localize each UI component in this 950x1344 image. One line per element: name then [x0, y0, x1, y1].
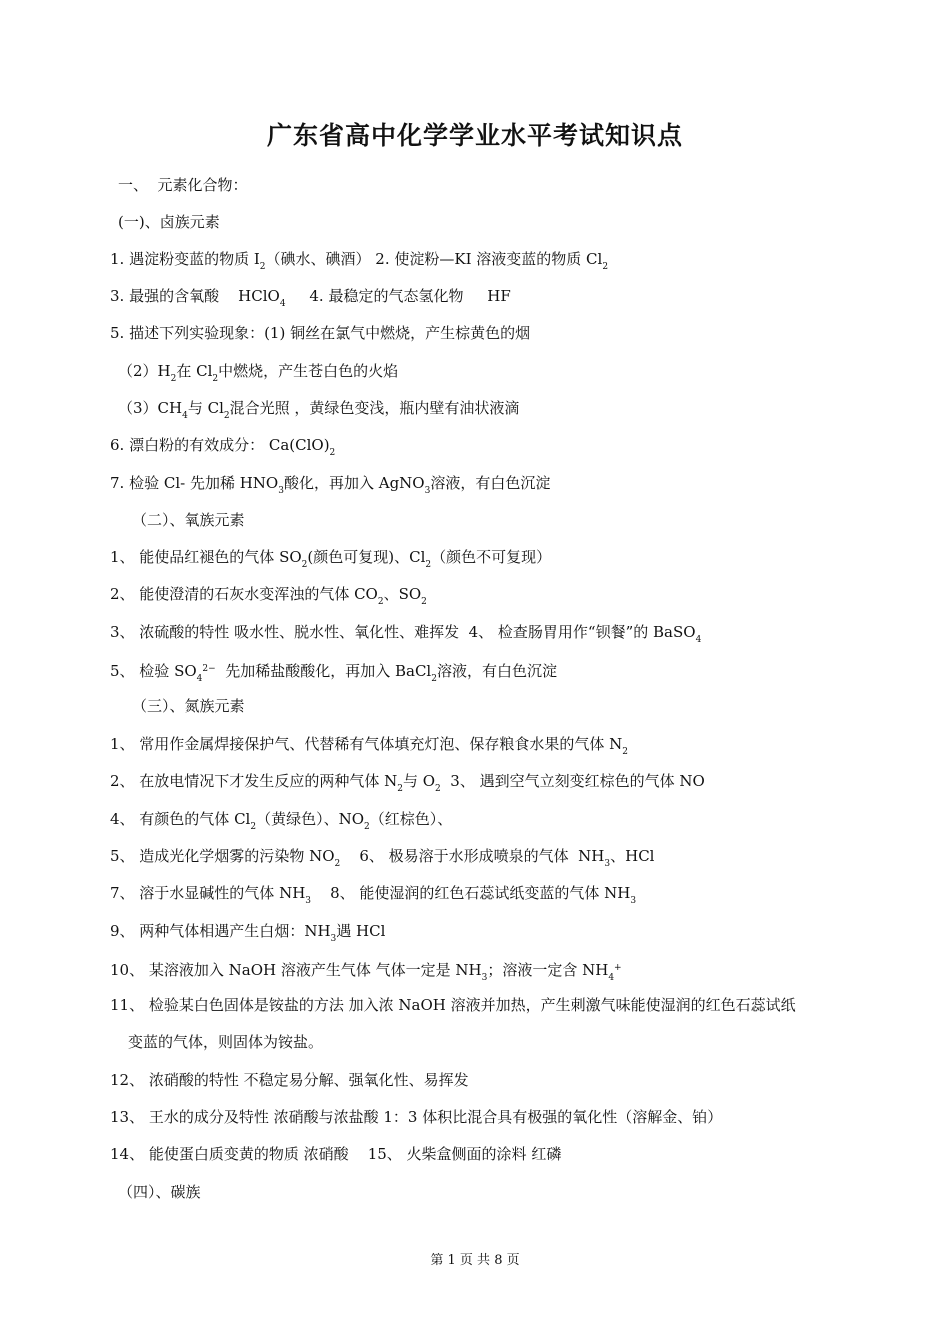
text-segment: 7、 溶于水显碱性的气体 NH [110, 884, 306, 902]
text-segment: 、SO [383, 585, 422, 603]
text-segment: （2）H [118, 362, 171, 380]
text-segment: 7. 检验 Cl- 先加稀 HNO [110, 474, 279, 492]
subscript: 2 [212, 374, 219, 384]
subscript: 2 [329, 448, 336, 458]
text-segment: 3、 遇到空气立刻变红棕色的气体 NO [440, 772, 705, 790]
subscript: 2 [223, 411, 230, 421]
line-22 [110, 958, 622, 988]
text-segment: （二）、氧族元素 [132, 511, 245, 529]
subscript: 2 [377, 597, 384, 607]
text-segment: （颜色不可复现） [431, 548, 552, 566]
text-segment: 与 O [402, 772, 436, 790]
text-segment: 溶液，有白色沉淀 [436, 662, 557, 680]
text-segment: （四）、碳族 [118, 1183, 201, 1201]
subscript: 3 [630, 896, 637, 906]
text-segment: 12、 浓硝酸的特性 不稳定易分解、强氧化性、易挥发 [110, 1071, 469, 1089]
line-15 [132, 696, 245, 716]
subscript: 2 [421, 597, 427, 607]
subscript: 4 [695, 635, 702, 645]
line-10 [132, 510, 245, 530]
text-segment: 1、 常用作金属焊接保护气、代替稀有气体填充灯泡、保存粮食水果的气体 N [110, 735, 623, 753]
superscript: 2− [202, 664, 216, 674]
line-24 [128, 1032, 323, 1052]
text-segment: 5、 造成光化学烟雾的污染物 NO [110, 847, 335, 865]
line-12 [110, 584, 427, 612]
text-segment: (一)、卤族元素 [118, 213, 220, 231]
line-14 [110, 659, 557, 689]
subscript: 2 [250, 822, 257, 832]
subscript: 2 [397, 784, 403, 794]
line-11 [110, 547, 551, 575]
text-segment: 1、 能使品红褪色的气体 SO [110, 548, 302, 566]
text-segment: 1. 遇淀粉变蓝的物质 I [110, 250, 260, 268]
line-2 [118, 212, 220, 232]
text-segment: 8、 能使湿润的红色石蕊试纸变蓝的气体 NH [311, 884, 631, 902]
subscript: 2 [622, 747, 628, 757]
text-segment: 一、 元素化合物： [118, 176, 248, 194]
line-27 [110, 1144, 561, 1164]
line-17 [110, 771, 705, 799]
text-segment: 中燃烧，产生苍白色的火焰 [218, 362, 399, 380]
line-26 [110, 1107, 722, 1127]
superscript: + [614, 963, 622, 973]
line-1 [118, 175, 248, 195]
text-segment: 11、 检验某白色固体是铵盐的方法 加入浓 NaOH 溶液并加热，产生刺激气味能使湿润的红色石蕊试纸 [110, 996, 796, 1014]
line-5 [110, 323, 530, 343]
page-footer: 第 1 页 共 8 页 [430, 1253, 520, 1268]
text-segment: 变蓝的气体，则固体为铵盐。 [128, 1033, 324, 1051]
line-4 [110, 286, 511, 314]
text-segment: 在 Cl [176, 362, 213, 380]
subscript: 3 [278, 486, 284, 496]
text-segment: 6. 漂白粉的有效成分： Ca(ClO) [110, 436, 330, 454]
text-segment: 溶液，有白色沉淀 [430, 474, 551, 492]
line-8 [110, 435, 335, 463]
text-segment: 5. 描述下列实验现象：(1) 铜丝在氯气中燃烧，产生棕黄色的烟 [110, 324, 531, 342]
text-segment: (颜色可复现)、Cl [307, 548, 426, 566]
text-segment: 4. 最稳定的气态氢化物 HF [285, 287, 511, 305]
subscript: 2 [602, 262, 609, 272]
text-segment: 混合光照 ，黄绿色变浅，瓶内壁有油状液滴 [229, 399, 520, 417]
subscript: 2 [334, 859, 341, 869]
text-segment: 先加稀盐酸酸化，再加入 BaCl [215, 662, 432, 680]
line-23 [110, 995, 796, 1015]
text-segment: 14、 能使蛋白质变黄的物质 浓硝酸 15、 火柴盒侧面的涂料 红磷 [110, 1145, 562, 1163]
line-3 [110, 249, 608, 277]
text-segment: 9、 两种气体相遇产生白烟：NH [110, 922, 331, 940]
line-13 [110, 622, 701, 650]
text-segment: 6、 极易溶于水形成喷泉的气体 NH [340, 847, 605, 865]
line-6 [118, 361, 398, 389]
subscript: 2 [435, 784, 441, 794]
text-segment: 酸化，再加入 AgNO [283, 474, 425, 492]
text-segment: 遇 HCl [336, 922, 386, 940]
line-21 [110, 921, 385, 949]
text-segment: （三）、氮族元素 [132, 697, 245, 715]
line-16 [110, 734, 628, 762]
text-segment: 4、 有颜色的气体 Cl [110, 810, 251, 828]
subscript: 4 [196, 674, 203, 684]
subscript: 3 [481, 973, 488, 983]
text-segment: 与 Cl [187, 399, 224, 417]
subscript: 4 [279, 299, 286, 309]
subscript: 2 [364, 822, 370, 832]
subscript: 2 [170, 374, 177, 384]
page-title: 广东省高中化学学业水平考试知识点 [266, 121, 683, 150]
line-20 [110, 883, 636, 911]
text-segment: 13、 王水的成分及特性 浓硝酸与浓盐酸 1：3 体积比混合具有极强的氧化性（溶解金、铂） [110, 1108, 723, 1126]
text-segment: （碘水、碘酒） 2. 使淀粉—KI 溶液变蓝的物质 Cl [265, 250, 603, 268]
subscript: 2 [301, 560, 308, 570]
text-segment: 3、 浓硫酸的特性 吸水性、脱水性、氧化性、难挥发 4、 检查肠胃用作“钡餐”的 BaSO [110, 623, 696, 641]
line-19 [110, 846, 654, 874]
subscript: 2 [431, 674, 437, 684]
text-segment: 3. 最强的含氧酸 HClO [110, 287, 280, 305]
subscript: 4 [182, 411, 188, 421]
text-segment: 2、 在放电情况下才发生反应的两种气体 N [110, 772, 398, 790]
subscript: 3 [305, 896, 312, 906]
subscript: 3 [604, 859, 611, 869]
text-segment: 10、 某溶液加入 NaOH 溶液产生气体 气体一定是 NH [110, 961, 482, 979]
subscript: 3 [424, 486, 431, 496]
line-25 [110, 1070, 469, 1090]
text-segment: （黄绿色）、NO [256, 810, 365, 828]
text-segment: 2、 能使澄清的石灰水变浑浊的气体 CO [110, 585, 378, 603]
line-28 [118, 1182, 201, 1202]
line-9 [110, 473, 550, 501]
subscript: 2 [425, 560, 432, 570]
text-segment: 5、 检验 SO [110, 662, 197, 680]
text-segment: （3）CH [118, 399, 183, 417]
subscript: 3 [330, 934, 337, 944]
line-7 [118, 398, 519, 426]
text-segment: 、HCl [610, 847, 655, 865]
text-segment: ；溶液一定含 NH [487, 961, 609, 979]
text-segment: （红棕色）、 [369, 810, 453, 828]
subscript: 2 [259, 262, 266, 272]
line-18 [110, 809, 452, 837]
subscript: 4 [608, 973, 615, 983]
